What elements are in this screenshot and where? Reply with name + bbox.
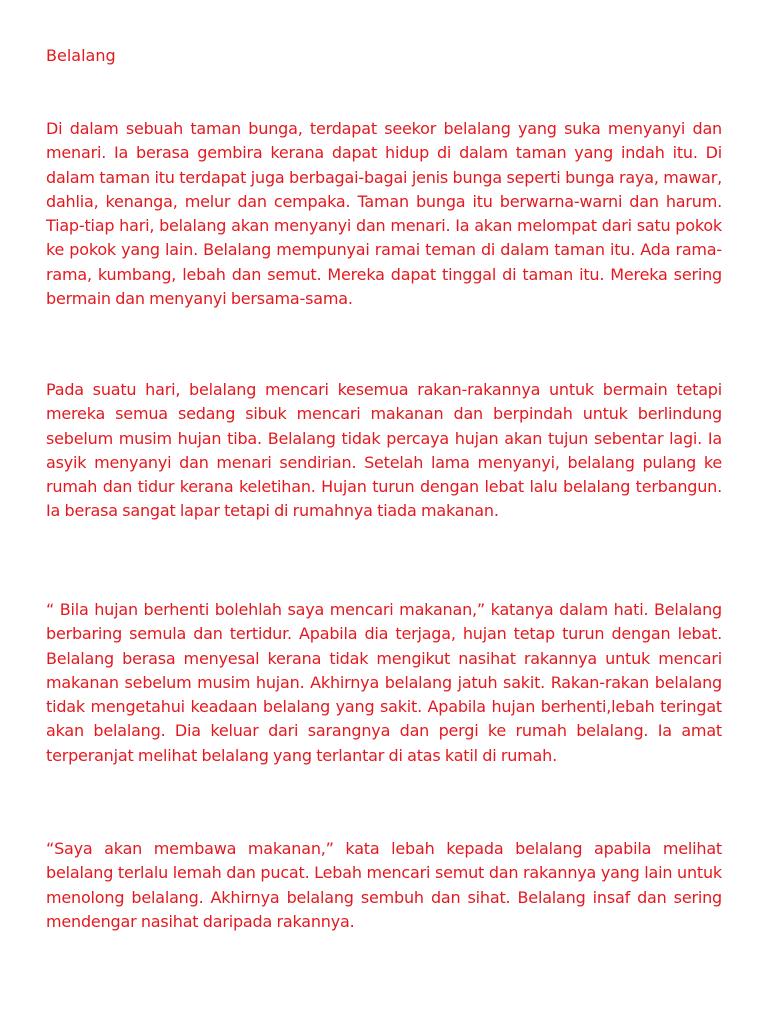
document-page <box>46 0 722 1024</box>
paragraph-4: “Saya akan membawa makanan,” kata lebah kepada belalang apabila melihat belalang terlalu lemah dan pucat. Lebah mencari semut dan rakannya yang lain untuk menolong belalang. Akhirnya belalang sembuh dan sihat. Belalang insaf dan sering mendengar nasihat daripada rakannya. <box>46 839 722 931</box>
document-title: Belalang <box>46 46 116 65</box>
paragraph-3: “ Bila hujan berhenti bolehlah saya mencari makanan,” katanya dalam hati. Belalang berbaring semula dan tertidur. Apabila dia terjaga, hujan tetap turun dengan lebat. Belalang berasa menyesal kerana tidak mengikut nasihat rakannya untuk mencari makanan sebelum musim hujan. Akhirnya belalang jatuh sakit. Rakan-rakan belalang tidak mengetahui keadaan belalang yang sakit. Apabila hujan berhenti,lebah teringat akan belalang. Dia keluar dari sarangnya dan pergi ke rumah belalang. Ia amat terperanjat melihat belalang yang terlantar di atas katil di rumah. <box>46 600 722 765</box>
paragraph-2: Pada suatu hari, belalang mencari kesemua rakan-rakannya untuk bermain tetapi mereka semua sedang sibuk mencari makanan dan berpindah untuk berlindung sebelum musim hujan tiba. Belalang tidak percaya hujan akan tujun sebentar lagi. Ia asyik menyanyi dan menari sendirian. Setelah lama menyanyi, belalang pulang ke rumah dan tidur kerana keletihan. Hujan turun dengan lebat lalu belalang terbangun. Ia berasa sangat lapar tetapi di rumahnya tiada makanan. <box>46 380 722 521</box>
paragraph-1: Di dalam sebuah taman bunga, terdapat seekor belalang yang suka menyanyi dan menari. Ia berasa gembira kerana dapat hidup di dalam taman yang indah itu. Di dalam taman itu terdapat juga berbagai-bagai jenis bunga seperti bunga raya, mawar, dahlia, kenanga, melur dan cempaka. Taman bunga itu berwarna-warni dan harum. Tiap-tiap hari, belalang akan menyanyi dan menari. Ia akan melompat dari satu pokok ke pokok yang lain. Belalang mempunyai ramai teman di dalam taman itu. Ada rama-rama, kumbang, lebah dan semut. Mereka dapat tinggal di taman itu. Mereka sering bermain dan menyanyi bersama-sama. <box>46 119 722 309</box>
